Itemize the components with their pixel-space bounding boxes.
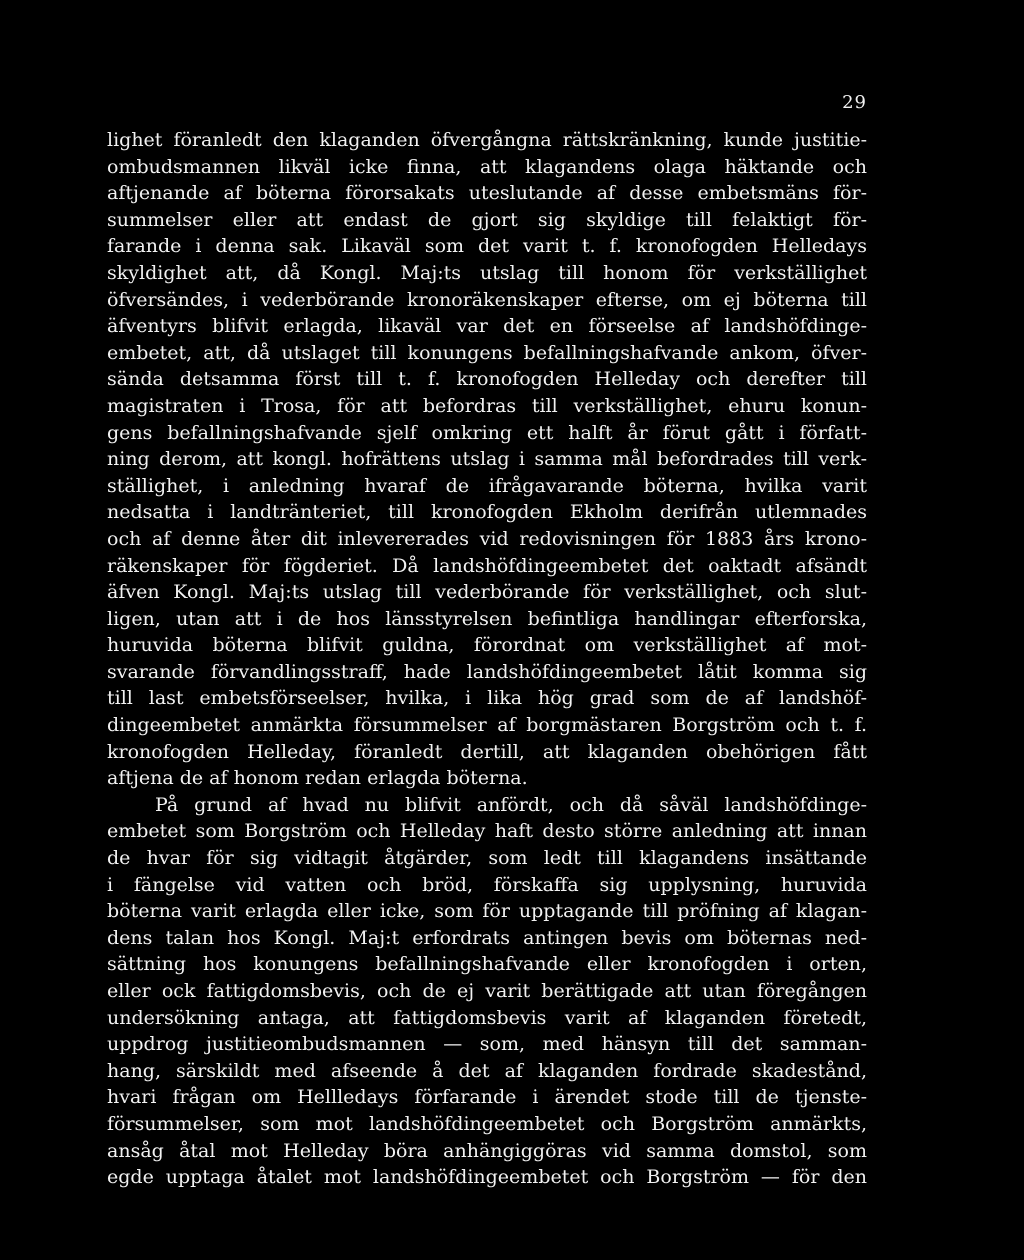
text-line: räkenskaper för fögderiet. Då landshöfdingeembetet det oaktadt afsändt xyxy=(107,554,867,577)
text-line: egde upptaga åtalet mot landshöfdingeembetet och Borgström — för den xyxy=(107,1166,867,1189)
text-line: embetet som Borgström och Helleday haft desto större anledning att innan xyxy=(107,820,867,843)
text-line: kronofogden Helleday, föranledt dertill, att klaganden obehörigen fått xyxy=(107,740,867,763)
text-line: dens talan hos Kongl. Maj:t erfordrats antingen bevis om böternas ned- xyxy=(107,926,867,949)
text-line: dingeembetet anmärkta försummelser af borgmästaren Borgström och t. f. xyxy=(107,714,867,737)
text-line: i fängelse vid vatten och bröd, förskaffa sig upplysning, huruvida xyxy=(107,873,867,896)
text-line: eller ock fattigdomsbevis, och de ej varit berättigade att utan föregången xyxy=(107,980,867,1002)
text-line: hang, särskildt med afseende å det af klaganden fordrade skadestånd, xyxy=(107,1059,867,1082)
text-line: ning derom, att kongl. hofrättens utslag i samma mål befordrades till verk- xyxy=(107,448,867,471)
text-line: till last embetsförseelser, hvilka, i lika hög grad som de af landshöf- xyxy=(107,687,867,710)
body-text xyxy=(107,127,867,1191)
text-line: gens befallningshafvande sjelf omkring ett halft år förut gått i författ- xyxy=(107,421,867,444)
page-number: 29 xyxy=(842,92,867,113)
text-line: skyldighet att, då Kongl. Maj:ts utslag till honom för verkställighet xyxy=(107,261,867,284)
text-line: böterna varit erlagda eller icke, som för upptagande till pröfning af klagan- xyxy=(107,900,867,923)
text-line: huruvida böterna blifvit guldna, förordnat om verkställighet af mot- xyxy=(107,634,867,657)
text-line: ombudsmannen likväl icke finna, att klagandens olaga häktande och xyxy=(107,155,867,178)
text-line: nedsatta i landtränteriet, till kronofogden Ekholm derifrån utlemnades xyxy=(107,501,867,524)
text-line: På grund af hvad nu blifvit anfördt, och då såväl landshöfdinge- xyxy=(155,793,867,816)
text-line: sända detsamma först till t. f. kronofogden Helleday och derefter till xyxy=(107,368,867,391)
text-line: äfven Kongl. Maj:ts utslag till vederbörande för verkställighet, och slut- xyxy=(107,581,867,604)
text-line: embetet, att, då utslaget till konungens befallningshafvande ankom, öfver- xyxy=(107,341,867,364)
text-line: hvari frågan om Hellledays förfarande i ärendet stode till de tjenste- xyxy=(107,1086,867,1109)
text-line: aftjenande af böterna förorsakats uteslutande af desse embetsmäns för- xyxy=(107,182,867,205)
text-line: öfversändes, i vederbörande kronoräkenskaper efterse, om ej böterna till xyxy=(107,288,867,311)
text-line: äfventyrs blifvit erlagda, likaväl var det en förseelse af landshöfdinge- xyxy=(107,315,867,338)
text-line: aftjena de af honom redan erlagda böterna. xyxy=(107,767,528,790)
text-line: de hvar för sig vidtagit åtgärder, som ledt till klagandens insättande xyxy=(107,847,867,870)
text-line: summelser eller att endast de gjort sig skyldige till felaktigt för- xyxy=(107,208,867,231)
text-line: sättning hos konungens befallningshafvande eller kronofogden i orten, xyxy=(107,953,867,976)
text-line: försummelser, som mot landshöfdingeembetet och Borgström anmärkts, xyxy=(107,1112,867,1135)
text-line: och af denne åter dit inlevererades vid redovisningen för 1883 års krono- xyxy=(107,527,867,550)
text-line: ställighet, i anledning hvaraf de ifrågavarande böterna, hvilka varit xyxy=(107,474,867,497)
text-line: ansåg åtal mot Helleday böra anhängiggöras vid samma domstol, som xyxy=(107,1139,867,1162)
text-line: svarande förvandlingsstraff, hade landshöfdingeembetet låtit komma sig xyxy=(107,660,867,683)
text-line: magistraten i Trosa, för att befordras till verkställighet, ehuru konun- xyxy=(107,394,867,417)
text-line: lighet föranledt den klaganden öfvergångna rättskränkning, kunde justitie- xyxy=(107,129,867,151)
text-line: uppdrog justitieombudsmannen — som, med hänsyn till det samman- xyxy=(107,1033,867,1056)
text-line: undersökning antaga, att fattigdomsbevis varit af klaganden företedt, xyxy=(107,1006,867,1029)
text-line: ligen, utan att i de hos länsstyrelsen befintliga handlingar efterforska, xyxy=(107,607,867,630)
text-line: farande i denna sak. Likaväl som det varit t. f. kronofogden Helledays xyxy=(107,235,867,258)
